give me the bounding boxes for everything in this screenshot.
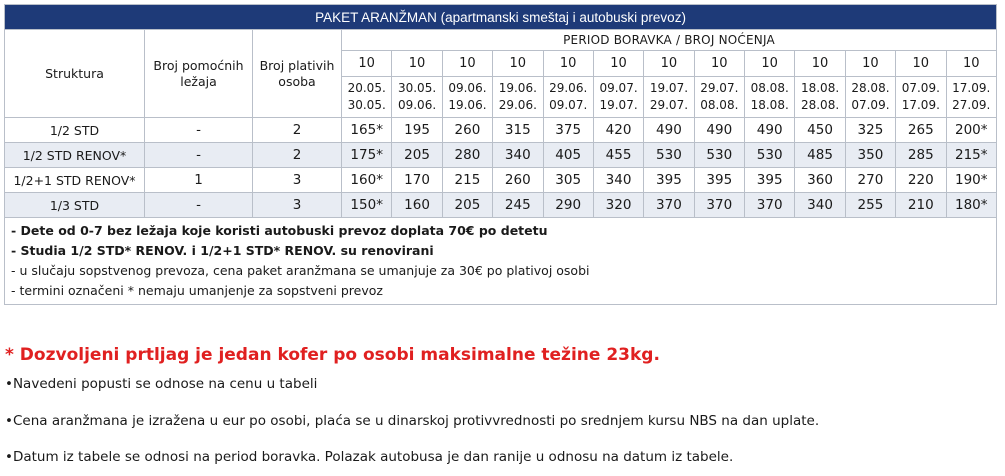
nights-cell: 10 — [543, 51, 593, 77]
period-to: 17.09. — [901, 98, 940, 112]
nights-cell: 10 — [694, 51, 744, 77]
structure-cell: 1/2 STD RENOV* — [5, 143, 145, 168]
period-cell — [845, 77, 895, 118]
structure-cell: 1/2 STD — [5, 118, 145, 143]
period-cell — [694, 77, 744, 118]
price-cell: 490 — [644, 118, 694, 143]
aux-beds-cell: - — [145, 143, 253, 168]
price-cell: 350 — [845, 143, 895, 168]
price-cell: 530 — [644, 143, 694, 168]
period-to: 19.07. — [599, 98, 638, 112]
aux-beds-cell: - — [145, 118, 253, 143]
price-cell: 160 — [392, 193, 442, 218]
price-cell: 285 — [896, 143, 946, 168]
period-cell — [543, 77, 593, 118]
nights-cell: 10 — [392, 51, 442, 77]
price-cell: 255 — [845, 193, 895, 218]
price-cell: 150* — [342, 193, 392, 218]
nights-cell: 10 — [946, 51, 997, 77]
nights-cell: 10 — [442, 51, 492, 77]
period-cell — [342, 77, 392, 118]
nights-cell: 10 — [795, 51, 845, 77]
period-from: 19.06. — [498, 81, 537, 95]
note-own-transport: - u slučaju sopstvenog prevoza, cena paket aranžmana se umanjuje za 30€ po plativoj osobi — [11, 263, 590, 278]
period-cell — [392, 77, 442, 118]
period-from: 19.07. — [649, 81, 689, 95]
price-cell: 270 — [845, 168, 895, 193]
paying-persons-cell: 3 — [253, 193, 342, 218]
price-cell: 360 — [795, 168, 845, 193]
price-cell: 160* — [342, 168, 392, 193]
period-to: 29.07. — [649, 98, 689, 112]
price-cell: 395 — [745, 168, 795, 193]
aux-beds-cell: 1 — [145, 168, 253, 193]
price-cell: 260 — [493, 168, 543, 193]
structure-cell: 1/2+1 STD RENOV* — [5, 168, 145, 193]
price-table — [4, 4, 997, 305]
price-cell: 245 — [493, 193, 543, 218]
period-cell — [745, 77, 795, 118]
period-to: 08.08. — [700, 98, 739, 112]
period-to: 30.05. — [347, 98, 386, 112]
price-cell: 215* — [946, 143, 997, 168]
price-cell: 200* — [946, 118, 997, 143]
nights-cell: 10 — [644, 51, 694, 77]
aux-beds-cell: - — [145, 193, 253, 218]
period-cell — [593, 77, 643, 118]
period-from: 20.05. — [347, 81, 386, 95]
paying-persons-cell: 2 — [253, 118, 342, 143]
period-from: 09.07. — [599, 81, 638, 95]
price-cell: 420 — [593, 118, 643, 143]
price-cell: 395 — [694, 168, 744, 193]
table-row — [5, 193, 997, 218]
period-to: 28.08. — [800, 98, 840, 112]
table-title: PAKET ARANŽMAN (apartmanski smeštaj i autobuski prevoz) — [5, 5, 997, 30]
price-cell: 370 — [644, 193, 694, 218]
period-cell — [896, 77, 946, 118]
period-from: 08.08. — [750, 81, 789, 95]
price-cell: 205 — [392, 143, 442, 168]
note-renovated: - Studia 1/2 STD* RENOV. i 1/2+1 STD* RENOV. su renovirani — [11, 243, 434, 258]
nights-cell: 10 — [593, 51, 643, 77]
price-cell: 455 — [593, 143, 643, 168]
price-cell: 180* — [946, 193, 997, 218]
period-cell — [442, 77, 492, 118]
header-paying-persons: Broj plativih osoba — [253, 30, 342, 118]
period-from: 17.09. — [952, 81, 991, 95]
price-cell: 195 — [392, 118, 442, 143]
price-cell: 530 — [745, 143, 795, 168]
period-cell — [644, 77, 694, 118]
period-from: 30.05. — [397, 81, 437, 95]
header-aux-beds: Broj pomoćnih ležaja — [145, 30, 253, 118]
period-from: 29.07. — [700, 81, 739, 95]
period-from: 28.08. — [851, 81, 890, 95]
price-cell: 340 — [493, 143, 543, 168]
price-cell: 530 — [694, 143, 744, 168]
price-cell: 485 — [795, 143, 845, 168]
period-from: 18.08. — [800, 81, 840, 95]
notes-cell — [5, 218, 997, 305]
price-cell: 215 — [442, 168, 492, 193]
price-cell: 325 — [845, 118, 895, 143]
header-structure: Struktura — [5, 30, 145, 118]
period-to: 29.06. — [498, 98, 537, 112]
paying-persons-cell: 2 — [253, 143, 342, 168]
bullet-currency: •Cena aranžmana je izražena u eur po osobi, plaća se u dinarskoj protivvrednosti po srednjem kursu NBS na dan uplate. — [5, 413, 820, 429]
price-cell: 220 — [896, 168, 946, 193]
price-cell: 170 — [392, 168, 442, 193]
period-to: 19.06. — [448, 98, 487, 112]
nights-cell: 10 — [493, 51, 543, 77]
bullet-discounts: •Navedeni popusti se odnose na cenu u tabeli — [5, 376, 318, 392]
price-cell: 205 — [442, 193, 492, 218]
price-cell: 405 — [543, 143, 593, 168]
price-cell: 370 — [694, 193, 744, 218]
period-to: 09.07. — [549, 98, 588, 112]
table-row — [5, 143, 997, 168]
price-cell: 450 — [795, 118, 845, 143]
period-from: 09.06. — [448, 81, 487, 95]
price-cell: 490 — [745, 118, 795, 143]
note-asterisk: - termini označeni * nemaju umanjenje za sopstveni prevoz — [11, 283, 383, 298]
period-cell — [795, 77, 845, 118]
period-to: 27.09. — [952, 98, 991, 112]
price-cell: 260 — [442, 118, 492, 143]
price-cell: 210 — [896, 193, 946, 218]
nights-cell: 10 — [896, 51, 946, 77]
price-cell: 490 — [694, 118, 744, 143]
price-cell: 165* — [342, 118, 392, 143]
header-period: PERIOD BORAVKA / BROJ NOĆENJA — [342, 30, 997, 51]
price-cell: 340 — [795, 193, 845, 218]
period-to: 07.09. — [851, 98, 890, 112]
price-cell: 315 — [493, 118, 543, 143]
note-child-supplement: - Dete od 0-7 bez ležaja koje koristi autobuski prevoz doplata 70€ po detetu — [11, 223, 548, 238]
price-cell: 375 — [543, 118, 593, 143]
nights-cell: 10 — [745, 51, 795, 77]
price-cell: 265 — [896, 118, 946, 143]
price-cell: 280 — [442, 143, 492, 168]
table-row — [5, 168, 997, 193]
price-cell: 370 — [745, 193, 795, 218]
nights-cell: 10 — [845, 51, 895, 77]
price-cell: 175* — [342, 143, 392, 168]
price-cell: 340 — [593, 168, 643, 193]
structure-cell: 1/3 STD — [5, 193, 145, 218]
period-from: 07.09. — [901, 81, 940, 95]
paying-persons-cell: 3 — [253, 168, 342, 193]
period-from: 29.06. — [549, 81, 588, 95]
price-cell: 320 — [593, 193, 643, 218]
nights-cell: 10 — [342, 51, 392, 77]
luggage-warning: * Dozvoljeni prtljag je jedan kofer po osobi maksimalne težine 23kg. — [5, 345, 660, 365]
table-row — [5, 118, 997, 143]
period-cell — [493, 77, 543, 118]
period-cell — [946, 77, 997, 118]
period-to: 09.06. — [397, 98, 437, 112]
price-cell: 305 — [543, 168, 593, 193]
price-cell: 290 — [543, 193, 593, 218]
bullet-departure: •Datum iz tabele se odnosi na period boravka. Polazak autobusa je dan ranije u odnosu na datum iz tabele. — [5, 449, 734, 465]
period-to: 18.08. — [750, 98, 789, 112]
price-cell: 395 — [644, 168, 694, 193]
price-cell: 190* — [946, 168, 997, 193]
